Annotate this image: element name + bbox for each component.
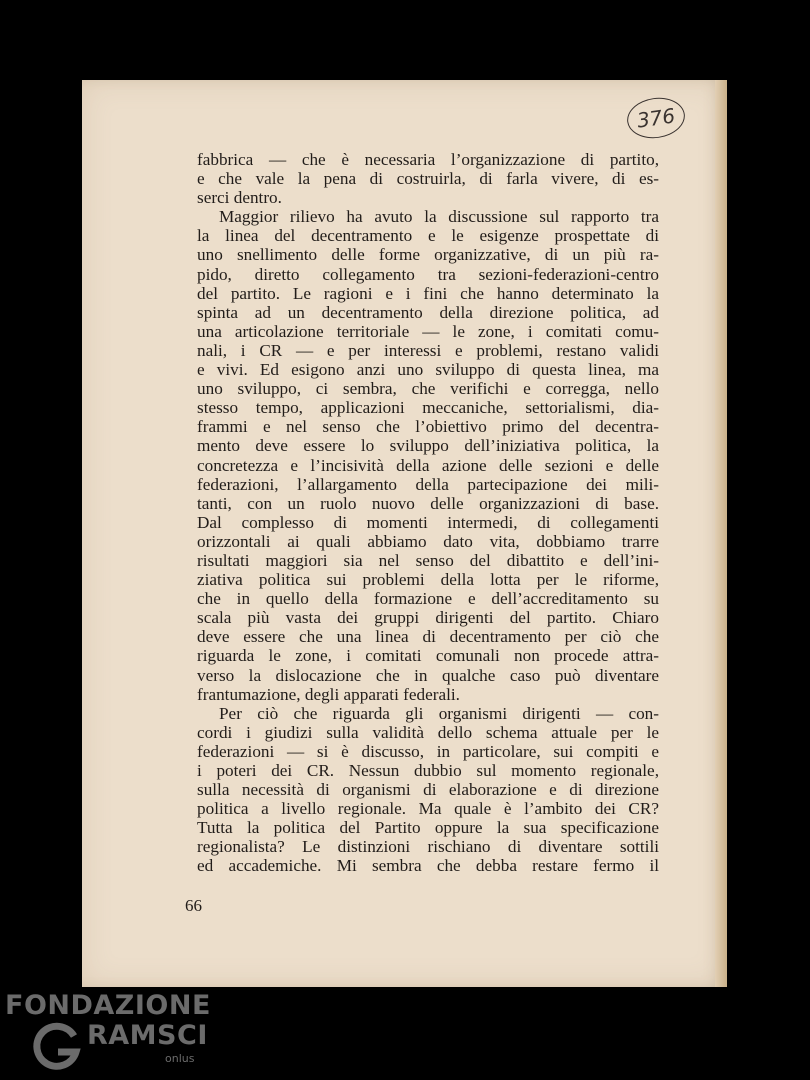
text-line: frantumazione, degli apparati federali.	[197, 684, 460, 704]
page-edge	[715, 80, 727, 987]
gramsci-g-logo-icon	[30, 1022, 82, 1074]
text-line: stesso tempo, applicazioni meccaniche, settorialismi, dia-	[197, 398, 659, 418]
text-line: pido, diretto collegamento tra sezioni-federazioni-centro	[197, 264, 659, 284]
text-line: verso la dislocazione che in qualche caso può diventare	[197, 665, 659, 685]
body-text	[197, 150, 659, 876]
logo-onlus: onlus	[165, 1052, 195, 1065]
text-line: e che vale la pena di costruirla, di farla vivere, di es-	[197, 169, 659, 189]
stamp-number: 376	[635, 103, 677, 133]
text-line: scala più vasta dei gruppi dirigenti del partito. Chiaro	[197, 608, 659, 628]
text-line: riguarda le zone, i comitati comunali non procede attra-	[197, 646, 659, 666]
text-line: Maggior rilievo ha avuto la discussione sul rapporto tra	[219, 207, 659, 227]
text-line: fabbrica — che è necessaria l’organizzazione di partito,	[197, 150, 659, 169]
text-line: ed accademiche. Mi sembra che debba restare fermo il	[197, 856, 659, 876]
text-line: serci dentro.	[197, 188, 282, 208]
text-line: tanti, con un ruolo nuovo delle organizzazioni di base.	[197, 493, 659, 513]
page-number: 66	[185, 896, 202, 915]
text-line: la linea del decentramento e le esigenze prospettate di	[197, 226, 659, 246]
text-line: concretezza e l’incisività della azione delle sezioni e delle	[197, 455, 659, 475]
text-line: del partito. Le ragioni e i fini che hanno determinato la	[197, 283, 659, 303]
text-line: deve essere che una linea di decentramento per ciò che	[197, 627, 659, 647]
scanned-page	[82, 80, 727, 987]
text-line: frammi e nel senso che l’obiettivo primo del decentra-	[197, 417, 659, 437]
text-line: sulla necessità di organismi di elaborazione e di direzione	[197, 780, 659, 800]
text-line: i poteri dei CR. Nessun dubbio sul momento regionale,	[197, 761, 659, 780]
text-line: e vivi. Ed esigono anzi uno sviluppo di questa linea, ma	[197, 360, 659, 380]
text-line: mento deve essere lo sviluppo dell’iniziativa politica, la	[197, 436, 659, 456]
text-line: ziativa politica sui problemi della lotta per le riforme,	[197, 570, 659, 590]
text-line: spinta ad un decentramento della direzione politica, ad	[197, 302, 659, 322]
archive-stamp	[624, 94, 687, 142]
text-line: uno sviluppo, ci sembra, che verifichi e corregga, nello	[197, 379, 659, 399]
text-line: uno snellimento delle forme organizzative, di un più ra-	[197, 245, 659, 265]
logo-subtitle: RAMSCI	[87, 1020, 208, 1051]
text-line: politica a livello regionale. Ma quale è l’ambito dei CR?	[197, 799, 659, 819]
text-line: una articolazione territoriale — le zone, i comitati comu-	[197, 321, 659, 341]
text-line: che in quello della formazione e dell’accreditamento su	[197, 589, 659, 609]
text-line: federazioni, l’allargamento della partecipazione dei mili-	[197, 474, 659, 494]
text-line: orizzontali ai quali abbiamo dato vita, dobbiamo trarre	[197, 531, 659, 551]
text-line: cordi i giudizi sulla validità dello schema attuale per le	[197, 722, 659, 742]
text-line: Tutta la politica del Partito oppure la sua specificazione	[197, 818, 659, 838]
text-line: regionalista? Le distinzioni rischiano di diventare sottili	[197, 837, 659, 857]
text-line: federazioni — si è discusso, in particolare, sui compiti e	[197, 741, 659, 761]
text-line: nali, i CR — e per interessi e problemi, restano validi	[197, 340, 659, 360]
logo-title: FONDAZIONE	[5, 990, 211, 1021]
text-line: Dal complesso di momenti intermedi, di collegamenti	[197, 512, 659, 532]
text-line: Per ciò che riguarda gli organismi dirigenti — con-	[219, 703, 659, 723]
text-line: risultati maggiori sia nel senso del dibattito e dell’ini-	[197, 550, 659, 570]
